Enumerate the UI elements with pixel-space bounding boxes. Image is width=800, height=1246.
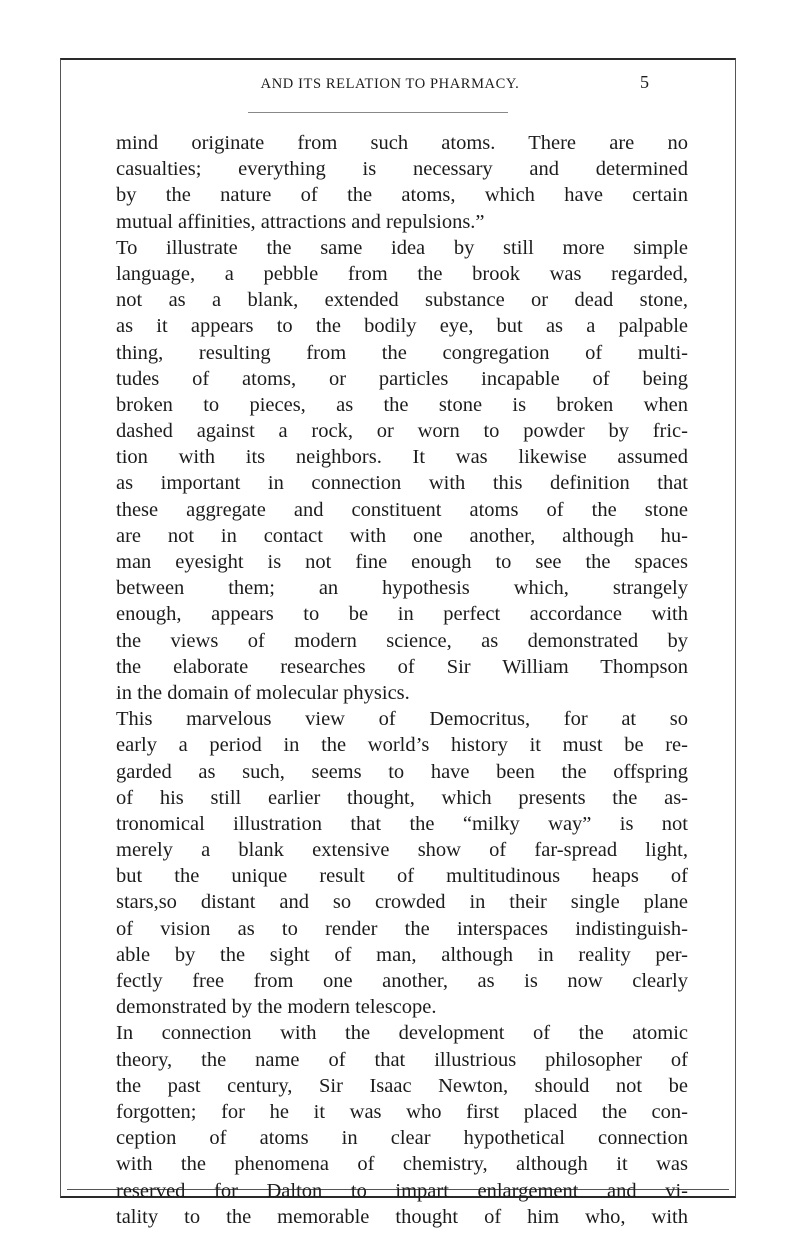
text-line: not as a blank, extended substance or dead stone, [116,289,688,312]
text-line: stars,so distant and so crowded in their single plane [116,891,688,914]
text-line: dashed against a rock, or worn to powder by fric- [116,420,688,443]
header-rule [248,112,508,113]
text-line: tality to the memorable thought of him who, with [116,1205,688,1228]
text-line: broken to pieces, as the stone is broken when [116,393,688,416]
body-text [116,130,688,1230]
text-line: This marvelous view of Democritus, for at so [116,708,688,731]
text-line: language, a pebble from the brook was regarded, [116,262,688,285]
text-line: by the nature of the atoms, which have certain [116,184,688,207]
text-line: between them; an hypothesis which, strangely [116,577,688,600]
text-line: reserved for Dalton to impart enlargement and vi- [116,1179,688,1202]
text-line: forgotten; for he it was who first placed the con- [116,1100,688,1123]
text-line: mutual affinities, attractions and repulsions.” [116,210,485,233]
text-line: demonstrated by the modern telescope. [116,996,437,1019]
text-line: with the phenomena of chemistry, although it was [116,1153,688,1176]
text-line: theory, the name of that illustrious philosopher of [116,1048,688,1071]
text-line: the views of modern science, as demonstrated by [116,629,688,652]
text-line: the past century, Sir Isaac Newton, should not be [116,1074,688,1097]
text-line: ception of atoms in clear hypothetical connection [116,1127,688,1150]
text-line: merely a blank extensive show of far-spread light, [116,839,688,862]
text-line: To illustrate the same idea by still more simple [116,236,688,259]
text-line: mind originate from such atoms. There are no [116,132,688,154]
text-line: these aggregate and constituent atoms of the stone [116,498,688,521]
text-line: garded as such, seems to have been the offspring [116,760,688,783]
text-line: tronomical illustration that the “milky way” is not [116,812,688,835]
page-number: 5 [640,72,649,92]
text-line: tion with its neighbors. It was likewise assumed [116,446,688,469]
text-line: enough, appears to be in perfect accordance with [116,603,688,626]
text-line: are not in contact with one another, although hu- [116,524,688,547]
text-line: the elaborate researches of Sir William Thompson [116,655,688,678]
text-line: early a period in the world’s history it must be re- [116,734,688,757]
text-line: in the domain of molecular physics. [116,681,410,704]
text-line: as important in connection with this definition that [116,472,688,495]
text-line: tudes of atoms, or particles incapable of being [116,367,688,390]
text-line: In connection with the development of the atomic [116,1022,688,1045]
text-line: man eyesight is not fine enough to see the spaces [116,551,688,573]
text-line: able by the sight of man, although in reality per- [116,943,688,966]
text-line: of his still earlier thought, which presents the as- [116,786,688,809]
text-line: but the unique result of multitudinous heaps of [116,865,688,888]
text-line: casualties; everything is necessary and determined [116,158,688,181]
text-line: fectly free from one another, as is now clearly [116,970,688,992]
text-line: as it appears to the bodily eye, but as a palpable [116,315,688,338]
text-line: of vision as to render the interspaces indistinguish- [116,917,688,940]
text-line: thing, resulting from the congregation of multi- [116,341,688,364]
running-head: AND ITS RELATION TO PHARMACY. [260,76,520,92]
